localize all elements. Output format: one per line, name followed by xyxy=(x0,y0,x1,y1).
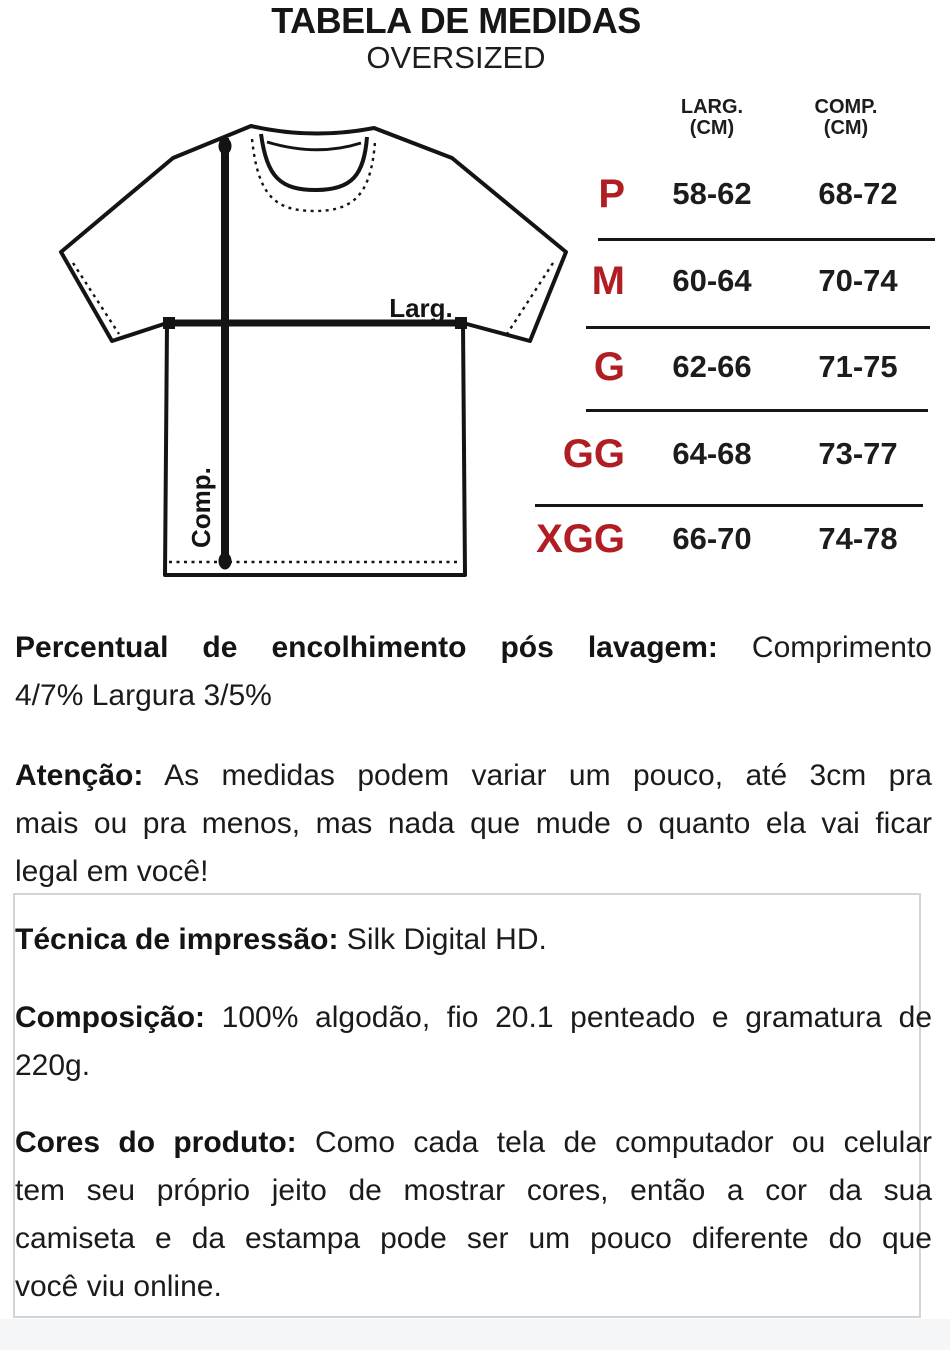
size-label: GG xyxy=(562,431,625,476)
paragraph-attention xyxy=(15,752,932,896)
width-label: Larg. xyxy=(389,293,453,323)
paragraph-technique-label: Técnica de impressão: xyxy=(15,923,339,956)
paragraph-product-colors-text: Como cada tela de computador ou celular xyxy=(296,1126,933,1159)
comp-value: 68-72 xyxy=(818,176,898,211)
text-line: 4/7% Largura 3/5% xyxy=(15,679,272,712)
table-row xyxy=(530,511,932,567)
length-measure-bottom-dot xyxy=(219,553,232,570)
tshirt-outline-icon xyxy=(61,126,566,575)
row-divider xyxy=(586,326,930,329)
page-title: TABELA DE MEDIDAS xyxy=(271,0,641,41)
width-measure-right-dot xyxy=(455,317,467,329)
text-line: tem seu próprio jeito de mostrar cores, então a cor da sua xyxy=(15,1174,932,1207)
paragraph-shrinkage-text: Comprimento xyxy=(717,631,932,664)
paragraph-attention-label: Atenção: xyxy=(15,759,144,792)
size-label: P xyxy=(598,171,625,216)
text-line: legal em você! xyxy=(15,855,209,888)
row-divider xyxy=(535,504,923,507)
larg-value: 64-68 xyxy=(672,436,752,471)
paragraph-composition-label: Composição: xyxy=(15,1001,206,1034)
larg-value: 58-62 xyxy=(672,176,752,211)
bottom-strip xyxy=(0,1319,950,1350)
length-measure-top-dot xyxy=(219,138,232,155)
text-line xyxy=(15,916,932,964)
paragraph-attention-text: As medidas podem variar um pouco, até 3cm pra xyxy=(143,759,932,792)
column-header-comp xyxy=(772,97,920,139)
table-row xyxy=(530,253,932,309)
text-line: 220g. xyxy=(15,1049,91,1082)
comp-value: 70-74 xyxy=(818,263,898,298)
paragraph-shrinkage-label: Percentual de encolhimento pós lavagem: xyxy=(15,631,718,664)
text-line xyxy=(15,624,932,672)
table-row xyxy=(530,339,932,395)
text-line xyxy=(15,1119,932,1167)
page-subtitle: OVERSIZED xyxy=(366,40,546,75)
text-line: camiseta e da estampa pode ser um pouco diferente do que xyxy=(15,1222,932,1255)
row-divider xyxy=(598,238,935,241)
text-line: mais ou pra menos, mas nada que mude o quanto ela vai ficar xyxy=(15,807,932,840)
paragraph-shrinkage xyxy=(15,624,932,720)
column-header-comp-line2: (CM) xyxy=(823,117,869,139)
column-header-larg xyxy=(640,97,784,139)
comp-value: 74-78 xyxy=(818,521,898,556)
table-row xyxy=(530,166,932,222)
size-label: XGG xyxy=(536,516,625,561)
text-line: você viu online. xyxy=(15,1270,222,1303)
paragraph-product-colors xyxy=(15,1119,932,1311)
column-header-larg-line1: LARG. xyxy=(680,96,744,118)
paragraph-product-colors-label: Cores do produto: xyxy=(15,1126,297,1159)
table-row xyxy=(530,426,932,482)
paragraph-composition-text: 100% algodão, fio 20.1 penteado e gramatura de xyxy=(205,1001,932,1034)
column-header-comp-line1: COMP. xyxy=(814,96,878,118)
tshirt-diagram xyxy=(30,80,590,600)
paragraph-technique xyxy=(15,916,932,964)
larg-value: 62-66 xyxy=(672,349,752,384)
comp-value: 71-75 xyxy=(818,349,898,384)
text-line xyxy=(15,994,932,1042)
size-label: M xyxy=(591,258,625,303)
column-header-larg-line2: (CM) xyxy=(689,117,735,139)
larg-value: 60-64 xyxy=(672,263,752,298)
row-divider xyxy=(586,409,928,412)
paragraph-technique-text: Silk Digital HD. xyxy=(338,923,547,956)
size-label: G xyxy=(593,344,625,389)
larg-value: 66-70 xyxy=(672,521,752,556)
paragraph-composition xyxy=(15,994,932,1090)
length-label: Comp. xyxy=(186,467,216,548)
comp-value: 73-77 xyxy=(818,436,898,471)
text-line xyxy=(15,752,932,800)
width-measure-left-dot xyxy=(163,317,175,329)
